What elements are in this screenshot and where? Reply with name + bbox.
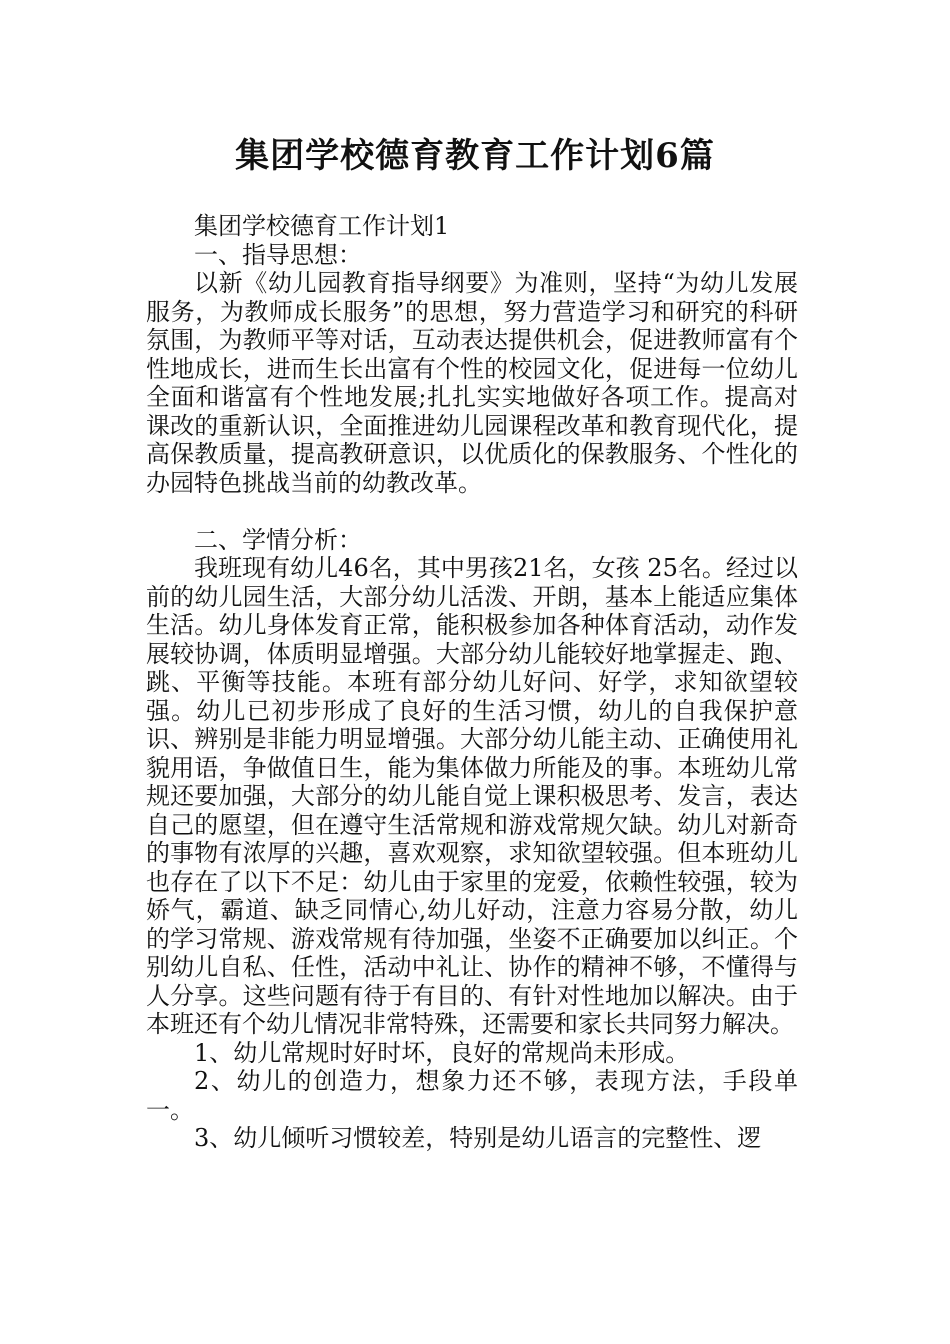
list-item-1: 1、幼儿常规时好时坏，良好的常规尚未形成。 bbox=[194, 1038, 690, 1067]
document-body bbox=[146, 212, 798, 1153]
paragraph-class-analysis: 我班现有幼儿46名，其中男孩21名，女孩 25名。经过以前的幼儿园生活，大部分幼儿活泼、开朗，基本上能适应集体生活。幼儿身体发育正常，能积极参加各种体育活动，动作发展较协调，体质明显增强。大部分幼儿能较好地掌握走、跑、跳、平衡等技能。本班有部分幼儿好问、好学，求知欲望较强。幼儿已初步形成了良好的生活习惯，幼儿的自我保护意识、辨别是非能力明显增强。大部分幼儿能主动、正确使用礼貌用语，争做值日生，能为集体做力所能及的事。本班幼儿常规还要加强，大部分的幼儿能自觉上课积极思考、发言，表达自己的愿望，但在遵守生活常规和游戏常规欠缺。幼儿对新奇的事物有浓厚的兴趣，喜欢观察，求知欲望较强。但本班幼儿也存在了以下不足：幼儿由于家里的宠爱，依赖性较强，较为娇气，霸道、缺乏同情心,幼儿好动，注意力容易分散，幼儿的学习常规、游戏常规有待加强，坐姿不正确要加以纠正。个别幼儿自私、任性，活动中礼让、协作的精神不够，不懂得与人分享。这些问题有待于有目的、有针对性地加以解决。由于本班还有个幼儿情况非常特殊，还需要和家长共同努力解决。 bbox=[146, 554, 798, 1038]
list-item-3: 3、幼儿倾听习惯较差，特别是幼儿语言的完整性、逻 bbox=[194, 1124, 762, 1152]
section-heading-plan-1: 集团学校德育工作计划1 bbox=[194, 212, 450, 240]
document-title: 集团学校德育教育工作计划6篇 bbox=[235, 136, 715, 176]
list-item-2: 2、幼儿的创造力，想象力还不够，表现方法，手段单一。 bbox=[146, 1067, 798, 1124]
paragraph-guiding-ideology: 以新《幼儿园教育指导纲要》为准则，坚持“为幼儿发展服务，为教师成长服务”的思想，努力营造学习和研究的科研氛围，为教师平等对话，互动表达提供机会，促进教师富有个性地成长，进而生长出富有个性的校园文化，促进每一位幼儿全面和谐富有个性地发展;扎扎实实地做好各项工作。提高对课改的重新认识，全面推进幼儿园课程改革和教育现代化，提高保教质量，提高教研意识，以优质化的保教服务、个性化的办园特色挑战当前的幼教改革。 bbox=[146, 269, 798, 497]
heading-class-analysis: 二、学情分析： bbox=[194, 525, 362, 554]
heading-guiding-ideology: 一、指导思想： bbox=[194, 240, 362, 269]
